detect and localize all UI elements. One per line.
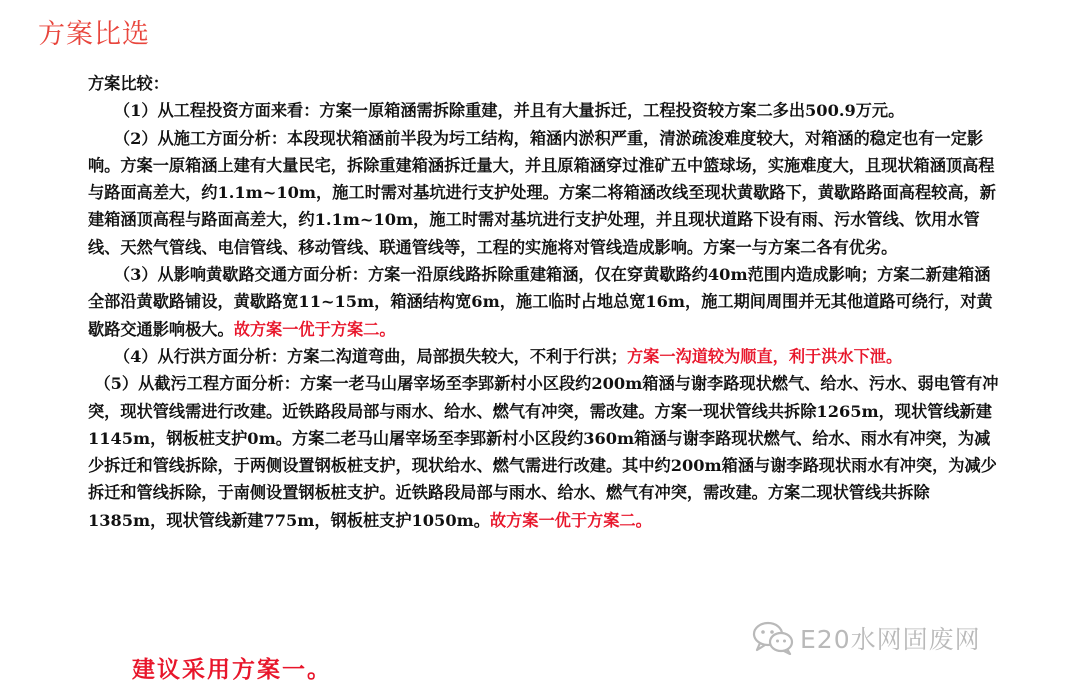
paragraph-traffic xyxy=(88,261,1004,343)
comparison-body xyxy=(88,70,1004,534)
paragraph-construction: （2）从施工方面分析：本段现状箱涵前半段为圬工结构，箱涵内淤积严重，清淤疏浚难度较大，对箱涵的稳定也有一定影响。方案一原箱涵上建有大量民宅，拆除重建箱涵拆迁量大，并且原箱涵穿过淮矿五中篮球场，实施难度大，且现状箱涵顶高程与路面高差大，约1.1m~10m，施工时需对基坑进行支护处理。方案二将箱涵改线至现状黄歇路下，黄歇路路面高程较高，新建箱涵顶高程与路面高差大，约1.1m~10m，施工时需对基坑进行支护处理，并且现状道路下设有雨、污水管线、饮用水管线、天然气管线、电信管线、移动管线、联通管线等，工程的实施将对管线造成影响。方案一与方案二各有优劣。 xyxy=(88,128,996,257)
traffic-text: （3）从影响黄歇路交通方面分析：方案一沿原线路拆除重建箱涵，仅在穿黄歇路约40m范围内造成影响；方案二新建箱涵全部沿黄歇路铺设，黄歇路宽11~15m，箱涵结构宽6m，施工临时占地总宽16m，施工期间周围并无其他道路可绕行，对黄歇路交通影响极大。 xyxy=(88,265,993,339)
paragraph-investment: （1）从工程投资方面来看：方案一原箱涵需拆除重建，并且有大量拆迁，工程投资较方案二多出500.9万元。 xyxy=(113,101,905,121)
sewage-text: （5）从截污工程方面分析：方案一老马山屠宰场至李郢新村小区段约200m箱涵与谢李路现状燃气、给水、污水、弱电管有冲突，现状管线需进行改建。近铁路段局部与雨水、给水、燃气有冲突，需改建。方案一现状管线共拆除1265m，现状管线新建1145m，钢板桩支护0m。方案二老马山屠宰场至李郢新村小区段约360m箱涵与谢李路现状燃气、给水、雨水有冲突，为减少拆迁和管线拆除，于两侧设置钢板桩支护，现状给水、燃气需进行改建。其中约200m箱涵与谢李路现状雨水有冲突，为减少拆迁和管线拆除，于南侧设置钢板桩支护。近铁路段局部与雨水、给水、燃气有冲突，需改建。方案二现状管线共拆除1385m，现状管线新建775m，钢板桩支护1050m。 xyxy=(88,374,999,530)
sewage-conclusion: 故方案一优于方案二。 xyxy=(489,510,652,530)
intro-heading: 方案比较： xyxy=(88,74,169,93)
traffic-conclusion: 故方案一优于方案二。 xyxy=(233,319,396,339)
flood-conclusion: 方案一沟道较为顺直，利于洪水下泄。 xyxy=(626,346,903,366)
slide-title: 方案比选 xyxy=(38,19,150,50)
paragraph-sewage xyxy=(88,370,1004,534)
watermark-text: E20水网固废网 xyxy=(800,625,981,654)
recommendation: 建议采用方案一。 xyxy=(132,656,332,683)
watermark xyxy=(752,620,981,656)
paragraph-flood xyxy=(88,343,1004,370)
wechat-icon xyxy=(752,621,794,655)
flood-text: （4）从行洪方面分析：方案二沟道弯曲，局部损失较大，不利于行洪； xyxy=(113,346,627,366)
